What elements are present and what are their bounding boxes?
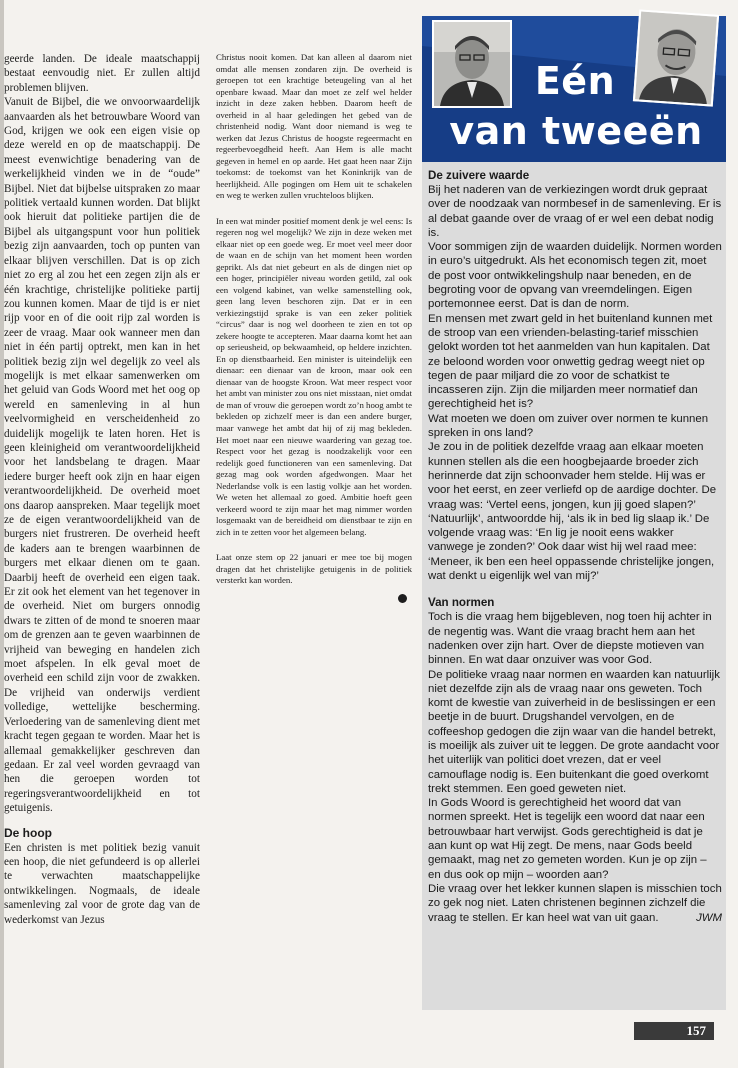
sidebar-heading-van-normen: Van normen bbox=[428, 596, 495, 610]
sidebar-paragraph-9 bbox=[428, 882, 722, 925]
sidebar-paragraph-7: De politieke vraag naar normen en waarden kan natuurlijk niet dezelfde zijn als de vraag naar ons geweten. Toch komt de kwestie van zuiverheid in de beslissingen er een beetje in de buurt. Drugshandel vervolgen, en de coffeeshop gedogen die zijn waar van die handel betrekt, is moeilijk als zuiver uit te leggen. De grote aandacht voor het uiterlijk van politici doet vrezen, dat er veel camouflage nodig is. Een buitenkant die goed overkomt trekt stemmen. Een goed geweten niet. bbox=[428, 668, 720, 795]
sidebar-paragraph-5: Je zou in de politiek dezelfde vraag aan elkaar moeten kunnen stellen als die een hoogbejaarde broeder zich herinnerde dat zijn schoonvader hem stelde. Hij was er voor het eerst, en zeer verliefd op de aardige dochter. De vraag was: ‘Vertel eens, jongen, kun jij goed slapen?’ ‘Natuurlijk’, antwoordde hij, ‘als ik in bed lig slaap ik.’ De volgende vraag was: ‘En lig je nooit eens wakker vanwege je zonden?’ Ook daar wist hij wel raad mee: ‘Meneer, ik ben een heel oppassende christelijke jongen, wat denkt u eigenlijk wel van mij?’ bbox=[428, 441, 717, 583]
page-number: 157 bbox=[634, 1022, 714, 1040]
column2-paragraph-3: Laat onze stem op 22 januari er mee toe bij mogen dragen dat het christelijke getuigenis in de politiek versterkt kan worden. bbox=[216, 552, 412, 586]
sidebar-paragraph-4: Wat moeten we doen om zuiver over normen te kunnen spreken in ons land? bbox=[428, 412, 709, 440]
end-of-article-bullet bbox=[398, 594, 407, 603]
sidebar-paragraph-1: Bij het naderen van de verkiezingen wordt druk gepraat over de noodzaak van normbesef in de samenleving. Er is al debat gaande over de vraag of er wel een debat nodig is. bbox=[428, 184, 722, 239]
sidebar-paragraph-6: Toch is die vraag hem bijgebleven, nog toen hij achter in de negentig was. Want die vraag bracht hem aan het nadenken over zijn hart. Over de diepste motieven van binnen. En wat daar onzuiver was voor God. bbox=[428, 611, 712, 667]
article-column-1 bbox=[4, 52, 200, 927]
sidebar-text bbox=[428, 168, 722, 925]
sidebar-paragraph-8: In Gods Woord is gerechtigheid het woord dat van normen spreekt. Het is tegelijk een woord dat naar een betrouwbaar hart verwijst. Gods gerechtigheid is dat je aan kunt op wat Hij zegt. De mens, naar Gods beeld gemaakt, mag net zo gemeten worden. Kun je op zijn – en dus ook op mijn – woorden aan? bbox=[428, 797, 707, 881]
author-signature: JWM bbox=[696, 911, 722, 924]
sidebar-paragraph-9-text: Die vraag over het lekker kunnen slapen is misschien toch zo gek nog niet. Laten christenen beginnen zichzelf die vraag te stellen. Er kan heel wat van uit gaan. bbox=[428, 882, 722, 924]
column1-paragraph-2: Vanuit de Bijbel, die we onvoorwaardelijk aanvaarden als het betrouwbare Woord van God, krijgen we ook een eigen visie op deze wereld en op de maatschappij. De meest evenwichtige benadering van de werkelijkheid vinden we in de “oude” Bijbel. Niet dat bijbelse uitspraken zo maar politiek vertaald kunnen worden. Dat blijkt ook hieruit dat politieke partijen die de Bijbel als uitgangspunt voor hun politiek bezig zijn aanvaarden, toch op punten van elkaar blijven verschillen. Dat is op zich niet zo erg al zou het een zegen zijn als er één krachtige, christelijke politieke partij zou kunnen komen. Maar de tijd is er niet rijp voor en of die ooit rijp zal worden is zeer de vraag. Maar ook wanneer men dan niet in één partij optrekt, men kan in het politiek bezig zijn wel degelijk zo veel als mogelijk is met elkaar samenwerken om het geluid van Gods Woord met het oog op wereld en samenleving in al hun veelvormigheid en verscheidenheid zo duidelijk mogelijk te laten horen. Het is geen kleinigheid om verantwoordelijkheid voor het landsbelang te dragen. Maar iedere burger heeft ook zijn en haar eigen verantwoordelijkheid. De overheid moet ons daarop aanspreken. Maar tegelijk moet ze de eigen verantwoordelijkheid van de burgers niet frustreren. De overheid heeft de kaders aan te brengen waarbinnen de burgers met elkaar dienen om te gaan. Daarbij heeft de overheid een eigen taak. Er zit ook het element van het tegenover in de overheid. Niet om burgers onnodig dwars te zitten of de mond te snoeren maar om de grenzen aan te geven waarbinnen de vrijheid van beweging en handelen zich moet afspelen. In elk geval moet de overheid een schild zijn voor de zwakken. De vrijheid van onderwijs verdient volledige, wettelijke bescherming. Verloedering van de samenleving dient met kracht tegen gegaan te worden. Maar het is allemaal gemakkelijker geschreven dan gedaan. Er zal veel worden gevraagd van hen die geroepen worden tot regeringsverantwoordelijkheid en tot getuigenis. bbox=[4, 96, 200, 815]
column1-paragraph-1: geerde landen. De ideale maatschappij bestaat eenvoudig niet. Er zullen altijd problemen blijven. bbox=[4, 53, 200, 94]
article-column-2 bbox=[216, 52, 412, 587]
sidebar-title-line-1: Eén bbox=[534, 59, 616, 103]
column2-paragraph-2: In een wat minder positief moment denk je wel eens: Is regeren nog wel mogelijk? We zijn in deze weken met elkaar niet op een goede weg. Er moet veel meer door de waan en de schijn van het moment heen worden geprikt. Als dat niet gebeurt en als de dingen niet op een hoger, principiëler niveau worden getild, zal ook een volgend kabinet, van welke samenstelling ook, geen lang leven beschoren zijn. Dat er in een verkiezingstijd sprake is van een zeker politiek “circus” daar is nog wel doorheen te zien en tot op zekere hoogte te accepteren. Maar daarna komt het aan op serieusheid, op bekwaamheid, op heldere inzichten. En op dienstbaarheid. Een minister is uiteindelijk een dienaar: een dienaar van de kroon, maar ook een dienaar van de hoogste Kroon. Wat meer respect voor het ambt van minister zou ons niet misstaan, niet omdat de man of vrouw die geroepen wordt zo’n hoog ambt te bekleden op zichzelf meer is dan een andere burger, maar vanwege het ambt dat hij of zij mag bekleden. Het moet naar een nieuwe waardering van gezag toe. Respect voor het gezag is noodzakelijk voor een redelijk goed functioneren van een samenleving. Dat gezag mag ook worden afgedwongen. Maar het Nederlandse volk is een lastig volkje aan het worden. We weten het allemaal zo goed. Ambitie hoeft geen verkeerd woord te zijn maar het mag nimmer worden losgemaakt van de bereidheid om dienstbaar te zijn en zich in te zetten voor het algemeen belang. bbox=[216, 215, 412, 537]
sidebar-title-line-2: van tweeën bbox=[449, 109, 703, 153]
section-heading-hoop: De hoop bbox=[4, 825, 52, 840]
sidebar-paragraph-2: Voor sommigen zijn de waarden duidelijk. Normen worden in euro’s uitgedrukt. Als het economisch tegen zit, moet de post voor ontwikkelingshulp naar beneden, en de begroting voor de opvang van vreemdelingen. Eigen portemonnee eerst. Dat is dan de norm. bbox=[428, 241, 722, 311]
sidebar-paragraph-3: En mensen met zwart geld in het buitenland kunnen met de stroop van een vrienden-belasting-tarief misschien gelokt worden tot het aanmelden van hun kapitalen. Dat ze beloond worden voor onwettig gedrag weegt niet op tegen de paar miljard die zo voor de schatkist te incasseren zijn. Zijn die miljarden meer normatief dan gerechtigheid het is? bbox=[428, 312, 713, 411]
sidebar-heading-zuivere-waarde: De zuivere waarde bbox=[428, 169, 530, 182]
column2-paragraph-1: Christus nooit komen. Dat kan alleen al daarom niet omdat alle mensen zondaren zijn. De overheid is geroepen tot een krachtige beteugeling van al het openbare kwaad. Maar dan moet ze zelf wel helder inzicht in deze zaken hebben. Daarom heeft de overheid in al haar geledingen het gebed van de christenheid nodig. Want door niemand is weg te werken dat Jezus Christus de hoogste regeermacht en regeerbevoegdheid heeft. Aan Hem is alle macht gegeven in hemel en op aarde. Het gaat heen naar Zijn toekomst: de toekomst van het Koninkrijk van de heerlijkheid. Alle pogingen om Hem uit te schakelen en weg te werken zullen vruchteloos blijken. bbox=[216, 52, 412, 201]
column1-paragraph-3: Een christen is met politiek bezig vanuit een hoop, die niet gefundeerd is op allerlei te verwachten maatschappelijke ontwikkelingen. Nogmaals, de ideale samenleving zal voor de grote dag van de wederkomst van Jezus bbox=[4, 841, 200, 926]
